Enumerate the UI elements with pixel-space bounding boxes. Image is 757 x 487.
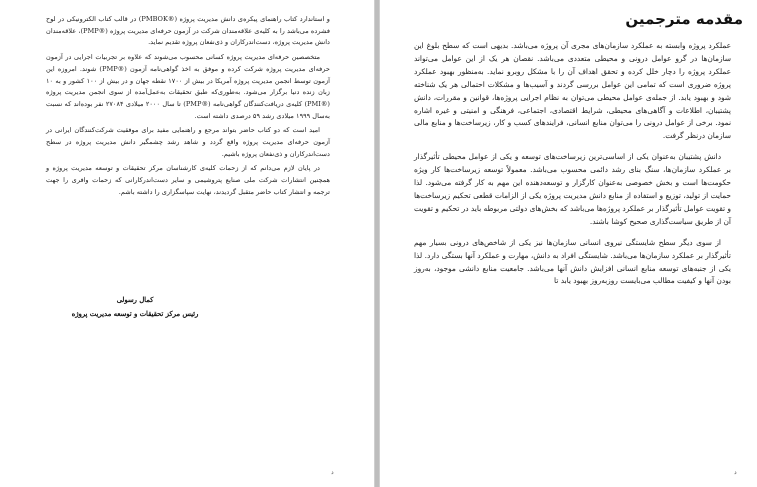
- right-paragraph-1: عملکرد پروژه وابسته به عملکرد سازمان‌های مجری آن پروژه می‌باشد. بدیهی است که سطح بلوغ این سازمان‌ها در گرو عوامل درونی و محیطی متعددی می‌باشد. نقصان هر یک از این عوامل می‌تواند عملکرد پروژه را دچار خلل کرده و تحقق اهداف آن را با مشکل روبرو نماید. به‌منظور بهبود عملکرد پروژه ضروری است که تمامی این عوامل بررسی گردند و آسیب‌ها و مشکلات احتمالی هر یک شناخته شود و بهبود یابد. از جمله‌ی عوامل محیطی می‌توان به نظام اجرایی پروژه‌ها، قوانین و مقررات، دانش پشتیبان، اطلاعات و آگاهی‌های محیطی، شرایط اقتصادی، اجتماعی، فرهنگی و امنیتی و غیره اشاره نمود. برخی از عوامل درونی را می‌توان منابع انسانی، فرایندهای کسب و کار، زیرساخت‌ها و منابع مالی سازمان درنظر گرفت.: [414, 41, 731, 141]
- right-page-body: [414, 40, 731, 296]
- signature-name: کمال رسولی: [116, 296, 154, 304]
- right-page: [379, 0, 757, 487]
- left-page: [0, 0, 375, 487]
- right-page-number: د: [734, 469, 737, 476]
- left-paragraph-3: امید است که دو کتاب حاضر بتواند مرجع و راهنمایی مفید برای موفقیت شرکت‌کنندگان ایرانی در آزمون حرفه‌ای مدیریت پروژه واقع گردد و شاهد رشد چشمگیر دانش مدیریت پروژه در سطح دست‌اندرکاران و ذی‌نفعان پروژه باشیم.: [46, 126, 330, 158]
- page-title: مقدمه مترجمین: [625, 10, 743, 28]
- left-paragraph-4: در پایان لازم می‌دانم که از زحمات کلیه‌ی کارشناسان مرکز تحقیقات و توسعه مدیریت پروژه و همچنین انتشارات شرکت ملی صنایع پتروشیمی و سایر دست‌اندرکارانی که زحمات وافری را جهت ترجمه و انتشار کتاب حاضر متقبل گردیدند، نهایت سپاسگزاری را داشته باشم.: [46, 164, 330, 196]
- left-paragraph-1: و استاندارد کتاب راهنمای پیکره‌ی دانش مدیریت پروژه (®PMBOK) در قالب کتاب الکترونیکی در لوح فشرده می‌باشد را به کلیه‌ی علاقه‌مندان شرکت در آزمون حرفه‌ای مدیریت پروژه (®PMP)، علاقه‌مندان دانش مدیریت پروژه، دست‌اندرکاران و ذی‌نفعان پروژه تقدیم نماید.: [46, 15, 330, 47]
- left-page-number: د: [331, 469, 334, 476]
- left-paragraph-2: متخصصین حرفه‌ای مدیریت پروژه کسانی محسوب می‌شوند که علاوه بر تجربیات اجرایی در آزمون حرفه‌ای مدیریت پروژه شرکت کرده و موفق به اخذ گواهی‌نامه آزمون (®PMP) شوند. امروزه این آزمون توسط انجمن مدیریت پروژه آمریکا در بیش از ۱۷۰۰ نقطه جهان و در بیش از ۱۰۰ کشور و به ۱۰ زبان زنده دنیا برگزار می‌شود. به‌طوری‌که طبق تحقیقات به‌عمل‌آمده از سوی انجمن مدیریت پروژه (®PMI) کلیه‌ی دریافت‌کنندگان گواهی‌نامه (®PMP) تا سال ۲۰۰۰ میلادی ۲۷۰۸۴ نفر بوده‌اند که نسبت به‌سال ۱۹۹۹ میلادی رشد ۵۹ درصدی داشته است.: [46, 53, 330, 120]
- left-page-body: [46, 14, 330, 202]
- right-paragraph-2: دانش پشتیبان به‌عنوان یکی از اساسی‌ترین زیرساخت‌های توسعه و یکی از عوامل محیطی تأثیرگذار بر عملکرد سازمان‌ها، سنگ بنای رشد دائمی محسوب می‌باشد. معمولاً توسعه زیرساخت‌ها کار ویژه حکومت‌ها است و بخش خصوصی به‌عنوان کارگزار و توسعه‌دهنده این مهم به کار گرفته می‌شود. لذا حمایت از تولید، توزیع و استفاده از منابع دانش مدیریت پروژه یکی از الزامات قطعی تحکیم زیرساخت‌ها و تقویت عوامل تأثیرگذار بر عملکرد پروژه‌ها می‌باشد که بخش‌های دولتی مربوطه باید در تحکیم و تقویت آن از طریق سیاست‌گذاری صحیح کوشا باشند.: [414, 152, 731, 226]
- signature-role: رئیس مرکز تحقیقات و توسعه مدیریت پروژه: [71, 310, 199, 318]
- right-paragraph-3: از سوی دیگر سطح شایستگی نیروی انسانی سازمان‌ها نیز یکی از شاخص‌های درونی بسیار مهم تأثیرگذار بر عملکرد سازمان‌ها می‌باشد. شایستگی افراد به دانش، مهارت و عملکرد آنها بستگی دارد. لذا یکی از جنبه‌های توسعه منابع انسانی افزایش دانش آنها می‌باشد. جامعیت منابع دانشی موجود، به‌روز بودن آنها و کیفیت مطالب می‌بایست روزبه‌روز بهبود یابد تا: [414, 237, 731, 286]
